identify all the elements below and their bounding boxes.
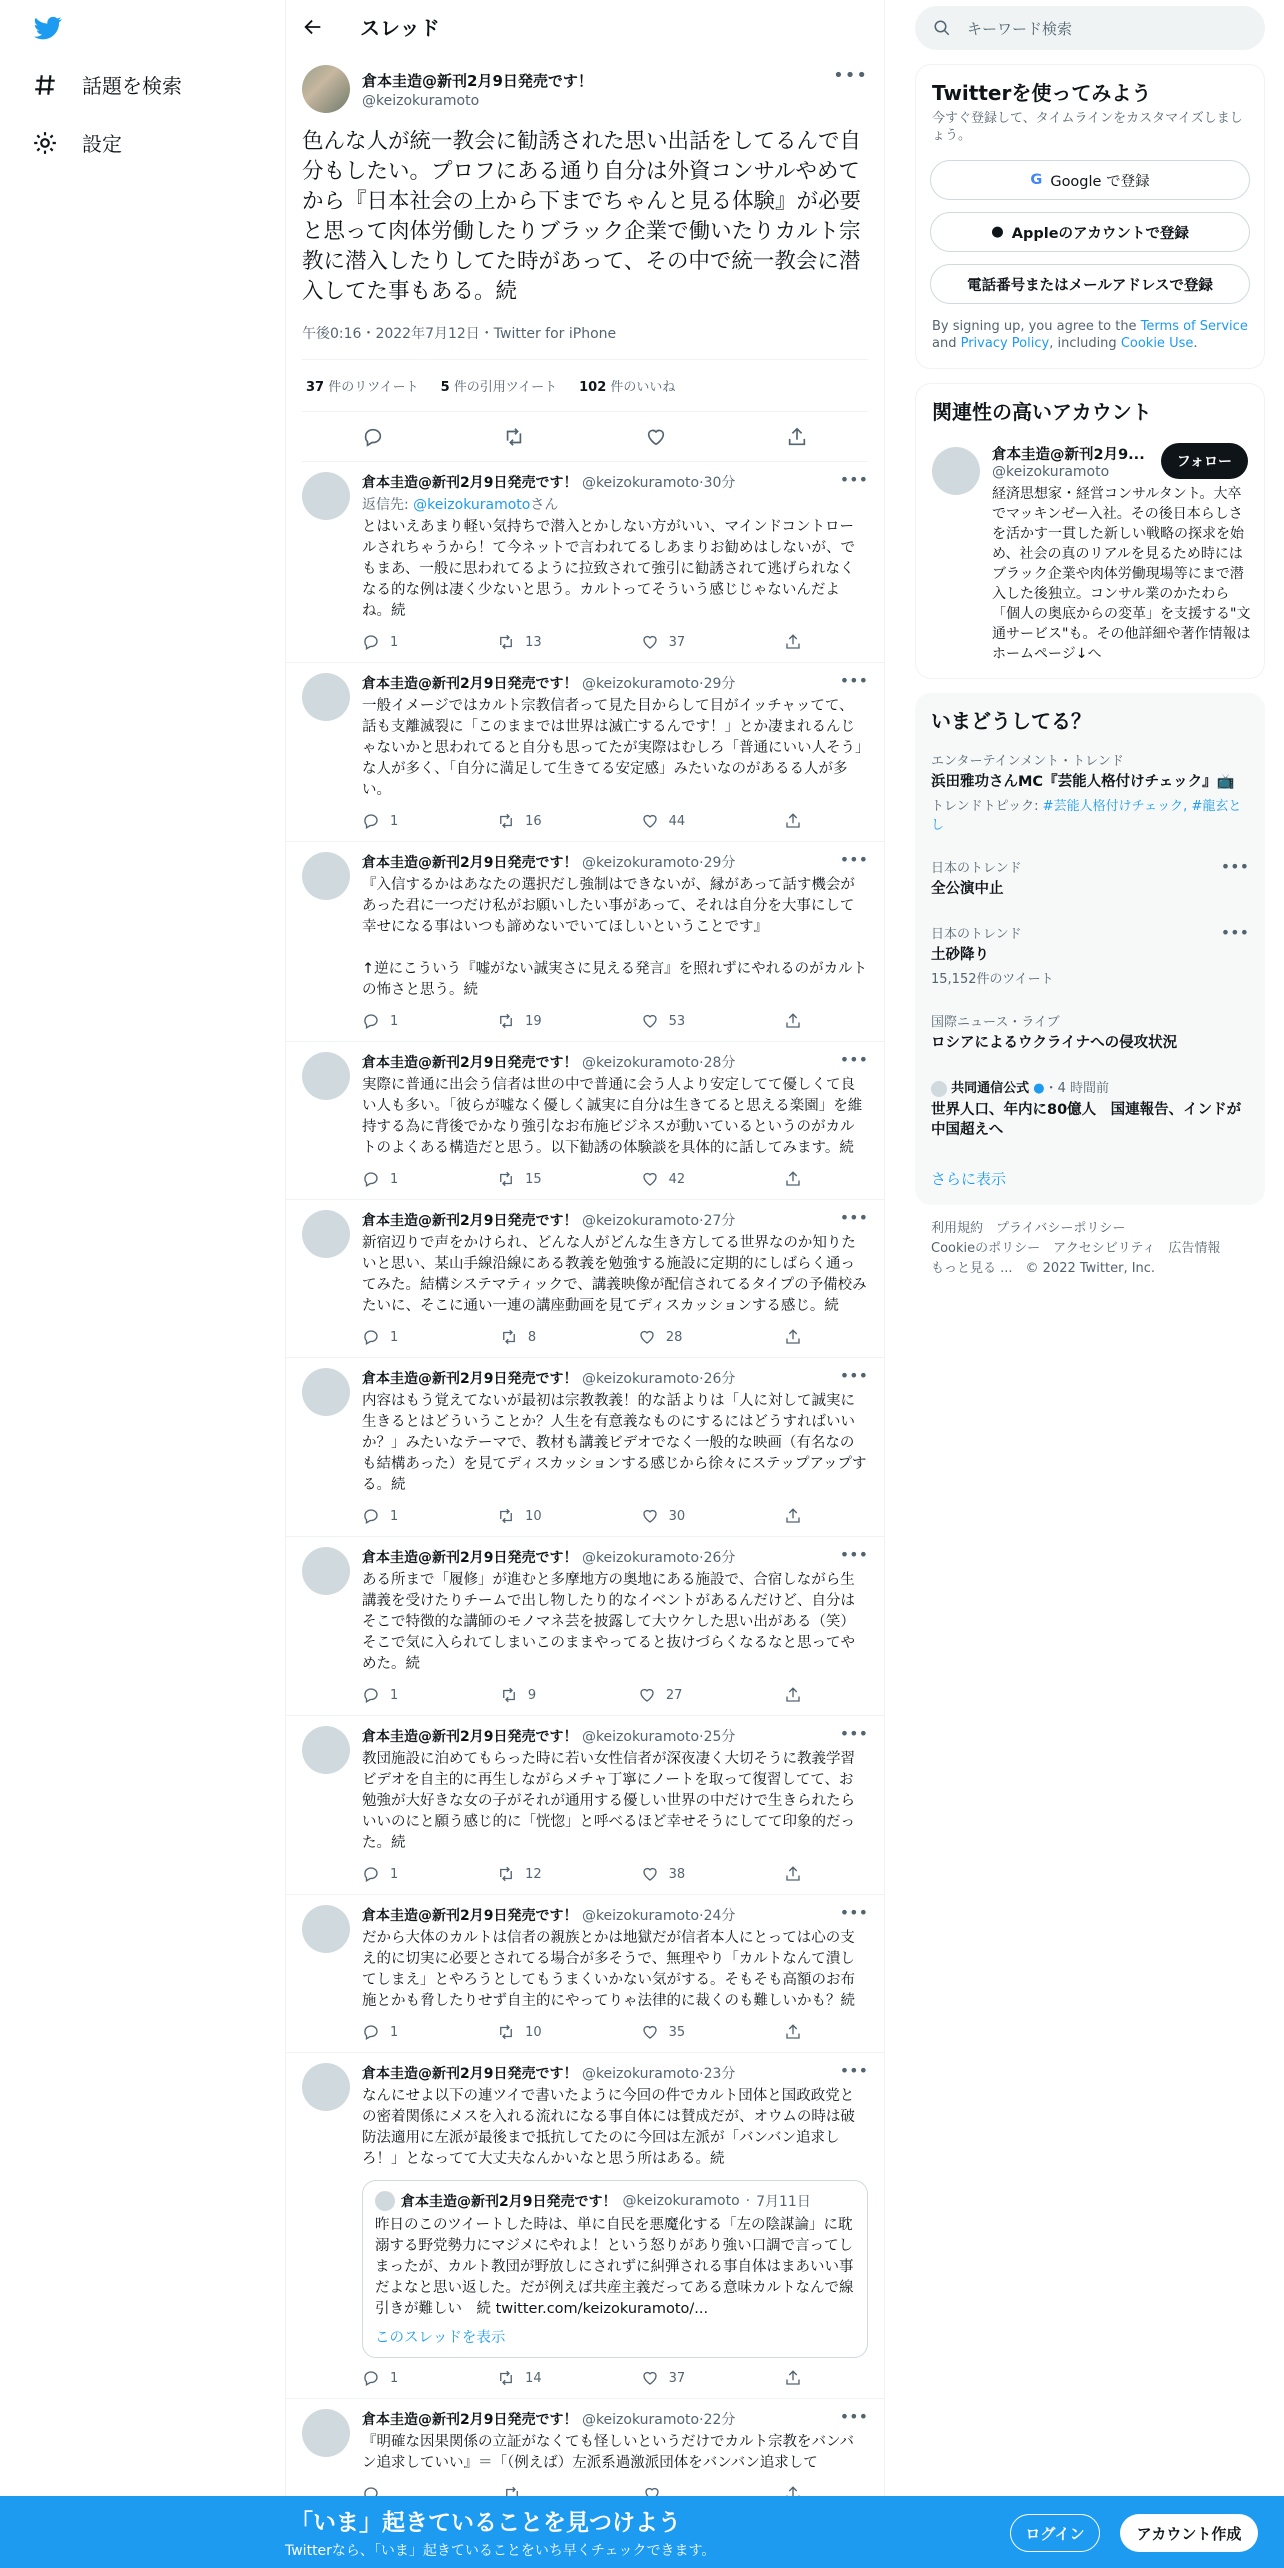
reply-button[interactable]: 1 — [362, 1012, 398, 1030]
reply-author-handle[interactable]: @keizokuramoto — [581, 676, 700, 692]
retweet-button[interactable]: 12 — [497, 1865, 542, 1883]
like-icon — [641, 2023, 659, 2041]
nav-explore[interactable] — [32, 70, 182, 99]
banner-subtitle: Twitterなら、「いま」起きていることをいち早くチェックできます。 — [285, 2543, 716, 2559]
reply-icon — [362, 633, 380, 651]
reply-button[interactable]: 1 — [362, 633, 398, 651]
more-icon[interactable]: ••• — [839, 2061, 868, 2080]
show-thread-link[interactable]: このスレッドを表示 — [375, 2330, 506, 2346]
signup-banner — [0, 2496, 1284, 2568]
terms-link[interactable]: Terms of Service — [1140, 319, 1248, 334]
quote-count[interactable]: 5 件の引用ツイート — [440, 380, 558, 395]
reply-author-name[interactable]: 倉本圭造@新刊2月9日発売です！ — [362, 1550, 578, 1566]
more-icon[interactable]: ••• — [833, 65, 868, 86]
reply-author-name[interactable]: 倉本圭造@新刊2月9日発売です！ — [362, 475, 578, 491]
avatar[interactable] — [302, 65, 350, 113]
reply-author-name[interactable]: 倉本圭造@新刊2月9日発売です！ — [362, 1729, 578, 1745]
follow-button[interactable]: フォロー — [1161, 443, 1248, 479]
privacy-link[interactable]: Privacy Policy — [960, 336, 1050, 351]
avatar[interactable] — [302, 1726, 350, 1774]
like-icon — [641, 1012, 659, 1030]
reply-author-name[interactable]: 倉本圭造@新刊2月9日発売です！ — [362, 2066, 578, 2082]
reply-text: 実際に普通に出会う信者は世の中で普通に会う人より安定してて優しくて良い人も多い。「彼らが嘘なく優しく誠実に自分は生きてると思える楽園」を維持する為に背後でかなり強引なお布施ビジネスが動いているというのがカルトのよくある構造だと思う。以下勧誘の体験談を具体的に話してみます。続 — [362, 1077, 863, 1156]
quote-time: 7月11日 — [756, 2194, 811, 2210]
share-icon — [784, 1012, 802, 1030]
share-button[interactable] — [784, 633, 802, 651]
nav-settings[interactable] — [32, 128, 122, 157]
trend-item[interactable] — [915, 999, 1265, 1065]
reply-author-name[interactable]: 倉本圭造@新刊2月9日発売です！ — [362, 676, 578, 692]
avatar[interactable] — [302, 472, 350, 520]
account-card[interactable] — [916, 429, 1264, 678]
trend-title: 土砂降り — [931, 947, 989, 963]
reply-tweet[interactable] — [286, 1358, 884, 1537]
trend-item[interactable] — [915, 911, 1265, 999]
tweet-stats — [302, 360, 868, 412]
share-icon — [784, 1328, 802, 1346]
reply-tweet[interactable] — [286, 1200, 884, 1358]
like-icon — [641, 1507, 659, 1525]
trend-hashtags[interactable]: #芸能人格付けチェック, #龍玄とし — [931, 799, 1242, 833]
phone-signup-label: 電話番号またはメールアドレスで登録 — [967, 277, 1213, 294]
reply-text: とはいえあまり軽い気持ちで潜入とかしない方がいい、マインドコントロールされちゃうから！て今ネットで言われてるしあまりお勧めはしないが、でもまあ、一般に思われてるように拉致されて強引に勧誘されて逃げられなくなる的な例は凄く少ないと思う。カルトってそういう感じじゃないんだよね。続 — [362, 519, 855, 619]
reply-time[interactable]: 24分 — [703, 1908, 736, 1924]
reply-actions — [362, 801, 802, 841]
reply-time[interactable]: 26分 — [703, 1371, 736, 1387]
quote-text: 昨日のこのツイートした時は、単に自民を悪魔化する「左の陰謀論」に耽溺する野党勢力にマジメにやれよ！という怒りがあり強い口調で言ってしまったが、カルト教団が野放しにされずに糾弾される事自体はまあいい事だよなと思い返した。だが例えば共産主義だってある意味カルトなんで線引きが難しい 続 twitter.com/keizokuramoto/... — [375, 2217, 854, 2317]
share-icon — [784, 633, 802, 651]
retweet-icon — [497, 2023, 515, 2041]
like-count[interactable]: 102 件のいいね — [579, 380, 676, 395]
reply-time[interactable]: 29分 — [703, 855, 736, 871]
retweet-icon — [497, 1507, 515, 1525]
relevant-title: 関連性の高いアカウント — [932, 400, 1152, 424]
more-icon[interactable]: ••• — [839, 1366, 868, 1385]
like-icon — [638, 1686, 656, 1704]
reply-time[interactable]: 28分 — [703, 1055, 736, 1071]
retweet-count[interactable]: 37 件のリツイート — [306, 380, 419, 395]
reply-author-handle[interactable]: @keizokuramoto — [581, 2066, 700, 2082]
trend-title: 世界人口、年内に80億人 国連報告、インドが中国超えへ — [931, 1101, 1242, 1138]
retweet-icon — [497, 2369, 515, 2387]
retweet-button[interactable]: 10 — [497, 2023, 542, 2041]
like-button[interactable]: 30 — [641, 1507, 686, 1525]
share-button[interactable] — [784, 1686, 802, 1704]
reply-tweet[interactable] — [286, 663, 884, 842]
hashtag-icon — [32, 72, 58, 98]
reply-header: 倉本圭造@新刊2月9日発売です！ @keizokuramoto·27分 — [362, 1213, 736, 1229]
reply-text: 内容はもう覚えてないが最初は宗教教義！的な話よりは「人に対して誠実に生きるとはどういうことか？人生を有意義なものにするにはどうすればいいか？」みたいなテーマで、教材も講義ビデオでなく一般的な映画（有名なのも結構あった）を見てディスカッションする感じから徐々にステップアップする。続 — [362, 1393, 867, 1493]
reply-text: ある所まで「履修」が進むと多摩地方の奥地にある施設で、合宿しながら生講義を受けたりチームで出し物したり的なイベントがあるんだけど、自分はそこで特徴的な講師のモノマネ芸を披露して大ウケした思い出がある（笑）そこで気に入られてしまいこのままやってると抜けづらくなるなと思ってやめた。続 — [362, 1572, 855, 1672]
left-nav — [0, 0, 285, 2568]
trend-category: エンターテインメント・トレンド — [931, 754, 1124, 769]
reply-text: なんにせよ以下の連ツイで書いたように今回の件でカルト団体と国政政党との密着関係にメスを入れる流れになる事自体には賛成だが、オウムの時は破防法適用に左派が最後まで抵抗してたのに今回は左派が「バンバン追求しろ！」となってて大丈夫なんかいなと思う所はある。続 — [362, 2088, 855, 2167]
search-input[interactable]: キーワード検索 — [967, 19, 1073, 38]
more-icon[interactable]: ••• — [839, 1724, 868, 1743]
reply-icon — [362, 1507, 380, 1525]
apple-icon: ● — [991, 224, 1004, 240]
reply-tweet[interactable] — [286, 1042, 884, 1200]
retweet-icon[interactable] — [503, 426, 525, 448]
trend-topics: トレンドトピック: #芸能人格付けチェック, #龍玄とし — [931, 799, 1242, 833]
avatar[interactable] — [932, 447, 980, 495]
reply-actions — [362, 1854, 802, 1894]
trend-source: 共同通信公式 ●・4 時間前 — [931, 1077, 1249, 1097]
relevant-accounts-panel — [915, 383, 1265, 679]
trend-category: 日本のトレンド — [931, 927, 1022, 942]
share-icon — [784, 2369, 802, 2387]
reply-text: 教団施設に泊めてもらった時に若い女性信者が深夜凄く大切そうに教義学習ビデオを自主的に再生しながらメチャ丁寧にノートを取って復習してて、お勉強が大好きな女の子がそれが通用する優しい世界の中だけで生きられたらいいのにと願う感じ的に「恍惚」と呼べるほど幸せそうにしてて印象的だった。続 — [362, 1751, 855, 1851]
search-icon — [933, 19, 951, 37]
avatar[interactable] — [302, 2063, 350, 2111]
share-icon — [784, 1170, 802, 1188]
reply-header: 倉本圭造@新刊2月9日発売です！ @keizokuramoto·30分 — [362, 475, 736, 491]
reply-author-name[interactable]: 倉本圭造@新刊2月9日発売です！ — [362, 1371, 578, 1387]
google-icon: G — [1030, 172, 1043, 188]
reply-text: 新宿辺りで声をかけられ、どんな人がどんな生き方してる世界なのか知りたいと思い、某山手線沿線にある教義を勉強する施設に定期的にしばらく通ってみた。結構システマティックで、講義映像が配信されてるタイプの予備校みたいに、そこに通い一連の講座動画を見てディスカッションする感じ。続 — [362, 1235, 867, 1314]
signup-panel — [915, 64, 1265, 369]
replying-to: 返信先: @keizokuramotoさん — [362, 497, 559, 513]
retweet-button[interactable]: 15 — [497, 1170, 542, 1188]
more-icon[interactable]: ••• — [839, 1208, 868, 1227]
retweet-icon — [500, 1686, 518, 1704]
avatar[interactable] — [302, 1368, 350, 1416]
nav-explore-label: 話題を検索 — [82, 74, 182, 98]
retweet-button[interactable]: 10 — [497, 1507, 542, 1525]
reply-author-handle[interactable]: @keizokuramoto — [581, 2412, 700, 2428]
share-button[interactable] — [784, 1328, 802, 1346]
more-icon[interactable]: ••• — [839, 1545, 868, 1564]
reply-author-handle[interactable]: @keizokuramoto — [581, 1729, 700, 1745]
main-tweet — [286, 53, 884, 462]
retweet-icon — [497, 812, 515, 830]
reply-button[interactable]: 1 — [362, 1686, 398, 1704]
trend-item[interactable] — [915, 1065, 1265, 1152]
reply-header: 倉本圭造@新刊2月9日発売です！ @keizokuramoto·26分 — [362, 1550, 736, 1566]
share-icon — [784, 1507, 802, 1525]
share-button[interactable] — [784, 812, 802, 830]
avatar[interactable] — [302, 1210, 350, 1258]
trend-category: 日本のトレンド — [931, 861, 1022, 876]
reply-time[interactable]: 29分 — [703, 676, 736, 692]
reply-author-handle[interactable]: @keizokuramoto — [581, 1213, 700, 1229]
like-button[interactable]: 35 — [641, 2023, 686, 2041]
reply-header: 倉本圭造@新刊2月9日発売です！ @keizokuramoto·29分 — [362, 855, 736, 871]
retweet-icon — [497, 1012, 515, 1030]
reply-text: 『明確な因果関係の立証がなくても怪しいというだけでカルト宗教をバンバン追求していい』＝「（例えば）左派系過激派団体をバンバン追求して — [362, 2434, 854, 2471]
share-icon[interactable] — [786, 426, 808, 448]
reply-button[interactable]: 1 — [362, 1170, 398, 1188]
account-name[interactable]: 倉本圭造@新刊2月9... — [992, 447, 1145, 463]
google-signup-button[interactable] — [930, 160, 1250, 200]
reply-text: 『入信するかはあなたの選択だし強制はできないが、縁があって話す機会があった君に一つだけ私がお願いしたい事があって、それは自分を大事にして幸せになる事はいつも諦めないでいてほしいということです』 ↑逆にこういう『嘘がない誠実さに見える発言』を照れずにやれるのがカルトの怖さと思う。続 — [362, 877, 868, 998]
source-avatar — [931, 1081, 947, 1097]
avatar — [375, 2191, 395, 2211]
reply-icon — [362, 812, 380, 830]
reply-author-name[interactable]: 倉本圭造@新刊2月9日発売です！ — [362, 2412, 578, 2428]
reply-author-handle[interactable]: @keizokuramoto — [581, 1550, 700, 1566]
like-button[interactable]: 38 — [641, 1865, 686, 1883]
share-button[interactable] — [784, 1012, 802, 1030]
verified-icon: ● — [1033, 1081, 1045, 1096]
author-handle[interactable]: @keizokuramoto — [362, 92, 480, 109]
like-icon — [641, 2369, 659, 2387]
trend-tweet-count: 15,152件のツイート — [931, 972, 1054, 987]
retweet-icon — [500, 1328, 518, 1346]
signup-title: Twitterを使ってみよう — [932, 81, 1152, 105]
avatar[interactable] — [302, 673, 350, 721]
account-bio: 経済思想家・経営コンサルタント。大卒でマッキンゼー入社。その後日本らしさを活かす一貫した新しい戦略の探求を始め、社会の真のリアルを見るため時にはブラック企業や肉体労働現場等にまで潜入した後独立。コンサル業のかたわら「個人の奥底からの変革」を支援する"文通サービス"も。その他詳細や著作情報はホームページ↓へ — [992, 486, 1251, 662]
reply-button[interactable]: 1 — [362, 812, 398, 830]
signup-terms: By signing up, you agree to the Terms of Service and Privacy Policy, including Cookie Use. — [932, 319, 1248, 351]
reply-header: 倉本圭造@新刊2月9日発売です！ @keizokuramoto·28分 — [362, 1055, 736, 1071]
reply-time[interactable]: 27分 — [703, 1213, 736, 1229]
reply-actions — [362, 622, 802, 662]
retweet-button[interactable]: 14 — [497, 2369, 542, 2387]
reply-button[interactable]: 1 — [362, 2369, 398, 2387]
reply-tweet[interactable] — [286, 2053, 884, 2399]
trends-title: いまどうしてる？ — [931, 709, 1091, 733]
reply-actions — [362, 2358, 802, 2398]
reply-time[interactable]: 26分 — [703, 1550, 736, 1566]
reply-icon — [362, 1865, 380, 1883]
like-button[interactable]: 42 — [641, 1170, 686, 1188]
trend-title: ロシアによるウクライナへの侵攻状況 — [931, 1035, 1178, 1051]
reply-icon[interactable] — [362, 426, 384, 448]
thread-header — [286, 0, 884, 53]
like-icon — [638, 1328, 656, 1346]
avatar[interactable] — [302, 1052, 350, 1100]
reply-author-handle[interactable]: @keizokuramoto — [581, 1055, 700, 1071]
reply-button[interactable]: 1 — [362, 1865, 398, 1883]
reply-time[interactable]: 23分 — [703, 2066, 736, 2082]
apple-signup-label: Appleのアカウントで登録 — [1011, 225, 1189, 242]
retweet-button[interactable]: 19 — [497, 1012, 542, 1030]
tweet-text: 色んな人が統一教会に勧誘された思い出話をしてるんで自分もしたい。プロフにある通り自分は外資コンサルやめてから『日本社会の上から下までちゃんと見る体験』が必要と思って肉体労働したりブラック企業で働いたりカルト宗教に潜入したりしてた時があって、その中で統一教会に潜入してた事もある。続 — [302, 129, 862, 304]
retweet-button[interactable]: 16 — [497, 812, 542, 830]
quote-link[interactable]: twitter.com/keizokuramoto/... — [495, 2301, 709, 2317]
quoted-tweet[interactable]: 倉本圭造@新刊2月9日発売です！ @keizokuramoto · 7月11日 昨日のこのツイートした時は、単に自民を悪魔化する「左の陰謀論」に耽溺する野党勢力にマジメにやれよ！という怒りがあり強い口調で言ってしまったが、カルト教団が野放しにされずに糾弾される事自体はまあいい事だよなと思い返した。だが例えば共産主義だってある意味カルトなんで線引きが難しい 続 twitter.com/keizokuramoto/... このスレッドを表示 — [362, 2180, 868, 2358]
replying-handle-link[interactable]: @keizokuramoto — [413, 497, 531, 513]
avatar[interactable] — [302, 852, 350, 900]
share-icon — [784, 1686, 802, 1704]
show-more-link[interactable]: さらに表示 — [931, 1169, 1007, 1188]
more-icon[interactable]: ••• — [1220, 857, 1249, 876]
reply-actions — [362, 1317, 802, 1357]
retweet-button[interactable]: 9 — [500, 1686, 536, 1704]
like-icon — [641, 1170, 659, 1188]
reply-icon — [362, 2023, 380, 2041]
reply-list — [286, 462, 884, 2515]
reply-header: 倉本圭造@新刊2月9日発売です！ @keizokuramoto·23分 — [362, 2066, 736, 2082]
account-handle[interactable]: @keizokuramoto — [992, 464, 1110, 480]
nav-settings-label: 設定 — [82, 132, 122, 156]
share-button[interactable] — [784, 2369, 802, 2387]
retweet-icon — [497, 1865, 515, 1883]
quote-author-name: 倉本圭造@新刊2月9日発売です！ — [401, 2194, 617, 2210]
thread-column — [285, 0, 885, 2568]
reply-time[interactable]: 22分 — [703, 2412, 736, 2428]
reply-icon — [362, 1012, 380, 1030]
more-icon[interactable]: ••• — [839, 1050, 868, 1069]
like-icon[interactable] — [645, 426, 667, 448]
reply-author-handle[interactable]: @keizokuramoto — [581, 1908, 700, 1924]
more-icon[interactable]: ••• — [839, 470, 868, 489]
main-tweet-author — [302, 65, 868, 113]
reply-time[interactable]: 30分 — [703, 475, 736, 491]
avatar[interactable] — [302, 1905, 350, 1953]
twitter-logo-icon[interactable] — [32, 14, 64, 42]
more-icon[interactable]: ••• — [839, 1903, 868, 1922]
author-name[interactable]: 倉本圭造@新刊2月9日発売です！ — [362, 71, 593, 90]
like-icon — [641, 812, 659, 830]
like-button[interactable]: 53 — [641, 1012, 686, 1030]
reply-author-name[interactable]: 倉本圭造@新刊2月9日発売です！ — [362, 1213, 578, 1229]
share-button[interactable] — [784, 1865, 802, 1883]
back-arrow-icon[interactable] — [302, 16, 324, 38]
reply-actions — [362, 1675, 802, 1715]
footer-line[interactable]: 利用規約 プライバシーポリシー — [931, 1220, 1126, 1236]
quote-author-handle: @keizokuramoto — [622, 2193, 740, 2209]
like-icon — [641, 1865, 659, 1883]
like-button[interactable]: 28 — [638, 1328, 683, 1346]
reply-author-handle[interactable]: @keizokuramoto — [581, 475, 700, 491]
reply-author-name[interactable]: 倉本圭造@新刊2月9日発売です！ — [362, 855, 578, 871]
reply-icon — [362, 2369, 380, 2387]
reply-icon — [362, 1170, 380, 1188]
trend-item[interactable] — [915, 738, 1265, 845]
page-title: スレッド — [360, 16, 440, 40]
google-signup-label: Google で登録 — [1050, 173, 1150, 190]
share-icon — [784, 2023, 802, 2041]
like-icon — [641, 633, 659, 651]
share-icon — [784, 812, 802, 830]
reply-header: 倉本圭造@新刊2月9日発売です！ @keizokuramoto·26分 — [362, 1371, 736, 1387]
gear-icon — [32, 130, 58, 156]
login-button[interactable]: ログイン — [1010, 2514, 1100, 2552]
reply-button[interactable]: 1 — [362, 1328, 398, 1346]
tweet-meta[interactable]: 午後0:16・2022年7月12日・Twitter for iPhone — [302, 323, 868, 360]
reply-time[interactable]: 25分 — [703, 1729, 736, 1745]
avatar[interactable] — [302, 1547, 350, 1595]
reply-tweet[interactable] — [286, 462, 884, 663]
reply-tweet[interactable] — [286, 1895, 884, 2053]
reply-header: 倉本圭造@新刊2月9日発売です！ @keizokuramoto·22分 — [362, 2412, 736, 2428]
trend-title: 全公演中止 — [931, 881, 1004, 897]
reply-header: 倉本圭造@新刊2月9日発売です！ @keizokuramoto·25分 — [362, 1729, 736, 1745]
more-icon[interactable]: ••• — [1220, 923, 1249, 942]
footer-line[interactable]: Cookieのポリシー アクセシビリティ 広告情報 — [931, 1240, 1221, 1256]
reply-actions — [362, 1001, 802, 1041]
reply-text: 一般イメージではカルト宗教信者って見た目からして目がイッチャッてて、話も支離滅裂に「このままでは世界は滅亡するんです！」とか凄まれるんじゃないかと思われてると自分も思ってたが実際はむしろ「普通にいい人そう」な人が多く、「自分に満足して生きてる安定感」みたいなのがあるる人が多い。 — [362, 698, 863, 798]
tweet-actions — [302, 412, 868, 462]
share-button[interactable] — [784, 1507, 802, 1525]
reply-author-name[interactable]: 倉本圭造@新刊2月9日発売です！ — [362, 1055, 578, 1071]
reply-header: 倉本圭造@新刊2月9日発売です！ @keizokuramoto·24分 — [362, 1908, 736, 1924]
like-button[interactable]: 27 — [638, 1686, 683, 1704]
trends-panel — [915, 693, 1265, 1205]
reply-icon — [362, 1686, 380, 1704]
reply-button[interactable]: 1 — [362, 2023, 398, 2041]
avatar[interactable] — [302, 2409, 350, 2457]
retweet-button[interactable]: 8 — [500, 1328, 536, 1346]
like-button[interactable]: 37 — [641, 2369, 686, 2387]
footer-links — [915, 1205, 1265, 1293]
like-button[interactable]: 37 — [641, 633, 686, 651]
trend-title: 浜田雅功さんMC『芸能人格付けチェック』📺 — [931, 774, 1235, 790]
reply-header: 倉本圭造@新刊2月9日発売です！ @keizokuramoto·29分 — [362, 676, 736, 692]
more-icon[interactable]: ••• — [839, 850, 868, 869]
reply-button[interactable]: 1 — [362, 1507, 398, 1525]
reply-author-handle[interactable]: @keizokuramoto — [581, 1371, 700, 1387]
footer-line[interactable]: もっと見る ... © 2022 Twitter, Inc. — [931, 1260, 1156, 1276]
apple-signup-button[interactable] — [930, 212, 1250, 252]
reply-author-name[interactable]: 倉本圭造@新刊2月9日発売です！ — [362, 1908, 578, 1924]
reply-author-handle[interactable]: @keizokuramoto — [581, 855, 700, 871]
retweet-icon — [497, 633, 515, 651]
signup-subtitle: 今すぐ登録して、タイムラインをカスタマイズしましょう。 — [932, 111, 1243, 143]
share-button[interactable] — [784, 2023, 802, 2041]
signup-button[interactable]: アカウント作成 — [1120, 2514, 1258, 2552]
more-icon[interactable]: ••• — [839, 2407, 868, 2426]
search-bar[interactable] — [915, 6, 1265, 50]
reply-text: だから大体のカルトは信者の親族とかは地獄だが信者本人にとっては心の支え的に切実に必要とされてる場合が多そうで、無理やり「カルトなんて潰してしまえ」とやろうとしてもうまくいかない気がする。そもそも高額のお布施とかも脅したりせず自主的にやってりゃ法律的に裁くのも難しいかも？続 — [362, 1930, 855, 2009]
reply-actions — [362, 1159, 802, 1199]
reply-tweet[interactable] — [286, 842, 884, 1042]
retweet-icon — [497, 1170, 515, 1188]
banner-title: 「いま」起きていることを見つけよう — [290, 2510, 681, 2536]
reply-actions — [362, 1496, 802, 1536]
share-icon — [784, 1865, 802, 1883]
trend-item[interactable] — [915, 845, 1265, 911]
like-button[interactable]: 44 — [641, 812, 686, 830]
more-icon[interactable]: ••• — [839, 671, 868, 690]
reply-tweet[interactable] — [286, 1537, 884, 1716]
phone-signup-button[interactable] — [930, 264, 1250, 304]
trend-category: 国際ニュース・ライブ — [931, 1015, 1060, 1030]
share-button[interactable] — [784, 1170, 802, 1188]
right-sidebar — [915, 0, 1265, 1293]
reply-tweet[interactable] — [286, 1716, 884, 1895]
reply-icon — [362, 1328, 380, 1346]
retweet-button[interactable]: 13 — [497, 633, 542, 651]
reply-actions — [362, 2012, 802, 2052]
cookie-link[interactable]: Cookie Use — [1120, 336, 1194, 351]
